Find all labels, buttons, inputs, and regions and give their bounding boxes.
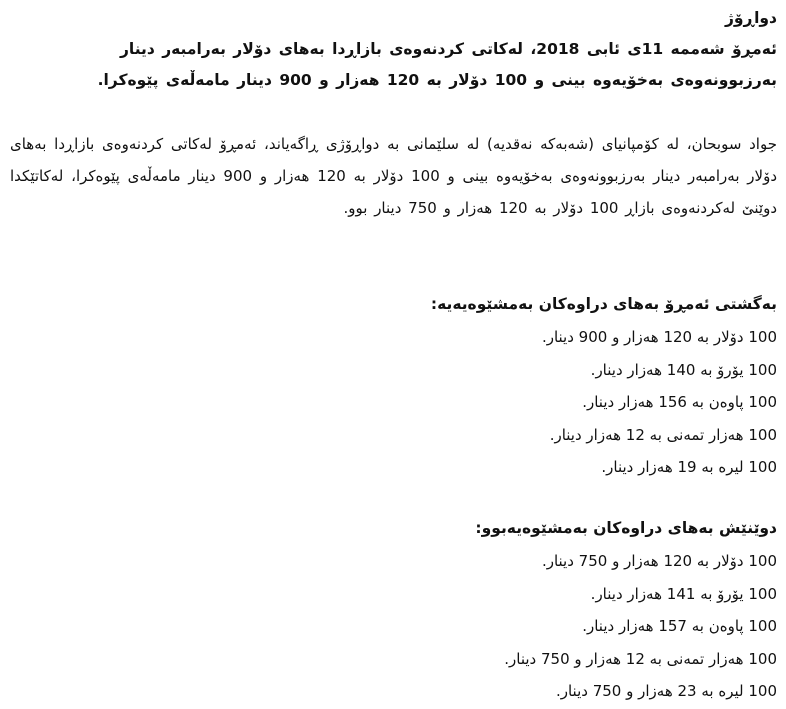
today-rate-irr: 100 هەزار تمەنی بە 12 هەزار دینار. <box>549 425 777 444</box>
yesterday-rate-eur: 100 یۆرۆ بە 141 هەزار دینار. <box>590 584 777 603</box>
today-rate-gbp: 100 پاوەن بە 156 هەزار دینار. <box>582 393 777 411</box>
source-kicker: دواڕۆژ <box>724 9 777 27</box>
yesterday-rate-try: 100 لیرە بە 23 هەزار و 750 دینار. <box>555 682 777 700</box>
body-paragraph: جواد سوبحان، لە کۆمپانیای (شەبەکە نەقدیە) لە سلێمانی بە دواڕۆژی ڕاگەیاند، ئەمڕۆ لەکاتی کردنەوەی بازاڕدا بەهای دۆلار بەرامبەر دینار بەرزبوونەوەی بەخۆیەوە بینی و 100 دۆلار بە 120 هەزار و 900 دینار مامەڵەی پێوەکرا، لەکاتێکدا دوێنێ لەکردنەوەی بازاڕ 100 دۆلار بە 120 هەزار و 750 دینار بوو. <box>10 135 778 217</box>
lead-paragraph: ئەمڕۆ شەممە 11ی ئابی 2018، لەکاتی کردنەوەی بازاڕدا بەهای دۆلار بەرامبەر دینار بەرزبوونەوەی بەخۆیەوە بینی و 100 دۆلار بە 120 هەزار و 900 دینار مامەڵەی پێوەکرا. <box>97 40 777 89</box>
yesterday-rate-usd: 100 دۆلار بە 120 هەزار و 750 دینار. <box>541 552 777 570</box>
today-rate-eur: 100 یۆرۆ بە 140 هەزار دینار. <box>590 360 777 379</box>
today-rates-heading: بەگشتی ئەمڕۆ بەهای دراوەکان بەمشێوەیەیە: <box>430 295 777 313</box>
today-rate-usd: 100 دۆلار بە 120 هەزار و 900 دینار. <box>541 328 777 346</box>
yesterday-rate-gbp: 100 پاوەن بە 157 هەزار دینار. <box>582 617 777 635</box>
yesterday-rates-list <box>504 545 777 708</box>
today-rate-try: 100 لیرە بە 19 هەزار دینار. <box>601 458 777 476</box>
yesterday-rate-irr: 100 هەزار تمەنی بە 12 هەزار و 750 دینار. <box>504 649 777 668</box>
today-rates-list <box>542 321 777 484</box>
yesterday-rates-heading: دوێنێش بەهای دراوەکان بەمشێوەیەبوو: <box>475 519 777 537</box>
